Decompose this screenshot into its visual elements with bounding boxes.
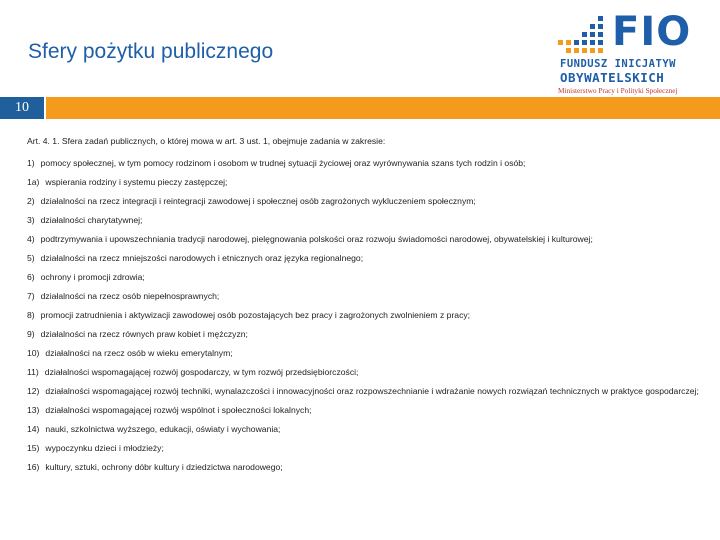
list-item (27, 329, 709, 340)
list-item (27, 272, 709, 283)
list-item-text: działalności wspomagającej rozwój techniki, wynalazczości i innowacyjności oraz rozpowszechnianie i wdrażanie nowych rozwiązań technicznych w praktyce gospodarczej; (45, 386, 699, 396)
list-item-text: działalności wspomagającej rozwój wspólnot i społeczności lokalnych; (45, 405, 312, 415)
list-item (27, 348, 709, 359)
list-item (27, 443, 709, 454)
list-item-number: 8) (27, 310, 35, 320)
list-item-text: działalności charytatywnej; (40, 215, 143, 225)
slide-number: 10 (0, 97, 44, 119)
list-item (27, 234, 709, 245)
list-item-text: kultury, sztuki, ochrony dóbr kultury i dziedzictwa narodowego; (45, 462, 283, 472)
list-item-text: nauki, szkolnictwa wyższego, edukacji, oświaty i wychowania; (45, 424, 281, 434)
list-item-text: działalności na rzecz integracji i reintegracji zawodowej i społecznej osób zagrożonych wykluczeniem społecznym; (40, 196, 476, 206)
logo-fundusz-text: FUNDUSZ INICJATYW (560, 58, 676, 70)
list-item-number: 12) (27, 386, 40, 396)
list-item-number: 15) (27, 443, 40, 453)
article-content (27, 136, 709, 481)
article-intro: Art. 4. 1. Sfera zadań publicznych, o której mowa w art. 3 ust. 1, obejmuje zadania w zakresie: (27, 136, 386, 146)
article-items-list (27, 158, 709, 473)
list-item (27, 177, 709, 188)
list-item (27, 386, 709, 397)
dots-grid-icon (558, 14, 606, 58)
list-item-text: działalności na rzecz osób niepełnosprawnych; (40, 291, 220, 301)
list-item (27, 158, 709, 169)
list-item-text: wspierania rodziny i systemu pieczy zastępczej; (45, 177, 228, 187)
list-item-text: pomocy społecznej, w tym pomocy rodzinom i osobom w trudnej sytuacji życiowej oraz wyrównywania szans tych rodzin i osób; (40, 158, 526, 168)
logo-ministry-text: Ministerstwo Pracy i Polityki Społecznej (558, 86, 678, 95)
list-item (27, 291, 709, 302)
list-item-text: ochrony i promocji zdrowia; (40, 272, 145, 282)
list-item-text: działalności na rzecz równych praw kobiet i mężczyzn; (40, 329, 248, 339)
list-item-number: 14) (27, 424, 40, 434)
list-item-number: 2) (27, 196, 35, 206)
list-item-number: 10) (27, 348, 40, 358)
fio-logo (556, 8, 702, 96)
list-item (27, 310, 709, 321)
logo-obywatelskich-text: OBYWATELSKICH (560, 70, 665, 85)
list-item-text: działalności na rzecz mniejszości narodowych i etnicznych oraz języka regionalnego; (40, 253, 364, 263)
list-item (27, 253, 709, 264)
list-item (27, 405, 709, 416)
list-item (27, 196, 709, 207)
list-item (27, 215, 709, 226)
list-item-number: 4) (27, 234, 35, 244)
list-item-number: 5) (27, 253, 35, 263)
list-item-number: 9) (27, 329, 35, 339)
list-item-number: 13) (27, 405, 40, 415)
list-item-number: 1) (27, 158, 35, 168)
list-item-text: wypoczynku dzieci i młodzieży; (45, 443, 164, 453)
list-item-text: działalności na rzecz osób w wieku emerytalnym; (45, 348, 233, 358)
list-item-number: 16) (27, 462, 40, 472)
list-item (27, 462, 709, 473)
list-item-number: 11) (27, 367, 39, 377)
header-accent-bar (46, 97, 720, 119)
list-item-text: podtrzymywania i upowszechniania tradycji narodowej, pielęgnowania polskości oraz rozwoju świadomości narodowej, obywatelskiej i kulturowej; (40, 234, 593, 244)
list-item-number: 7) (27, 291, 35, 301)
list-item-number: 1a) (27, 177, 40, 187)
list-item-text: promocji zatrudnienia i aktywizacji zawodowej osób pozostających bez pracy i zagrożonych zwolnieniem z pracy; (40, 310, 471, 320)
list-item-number: 6) (27, 272, 35, 282)
list-item-number: 3) (27, 215, 35, 225)
list-item-text: działalności wspomagającej rozwój gospodarczy, w tym rozwój przedsiębiorczości; (44, 367, 359, 377)
list-item (27, 367, 709, 378)
slide-title: Sfery pożytku publicznego (28, 40, 274, 63)
logo-fio-text: FIO (612, 9, 692, 55)
list-item (27, 424, 709, 435)
